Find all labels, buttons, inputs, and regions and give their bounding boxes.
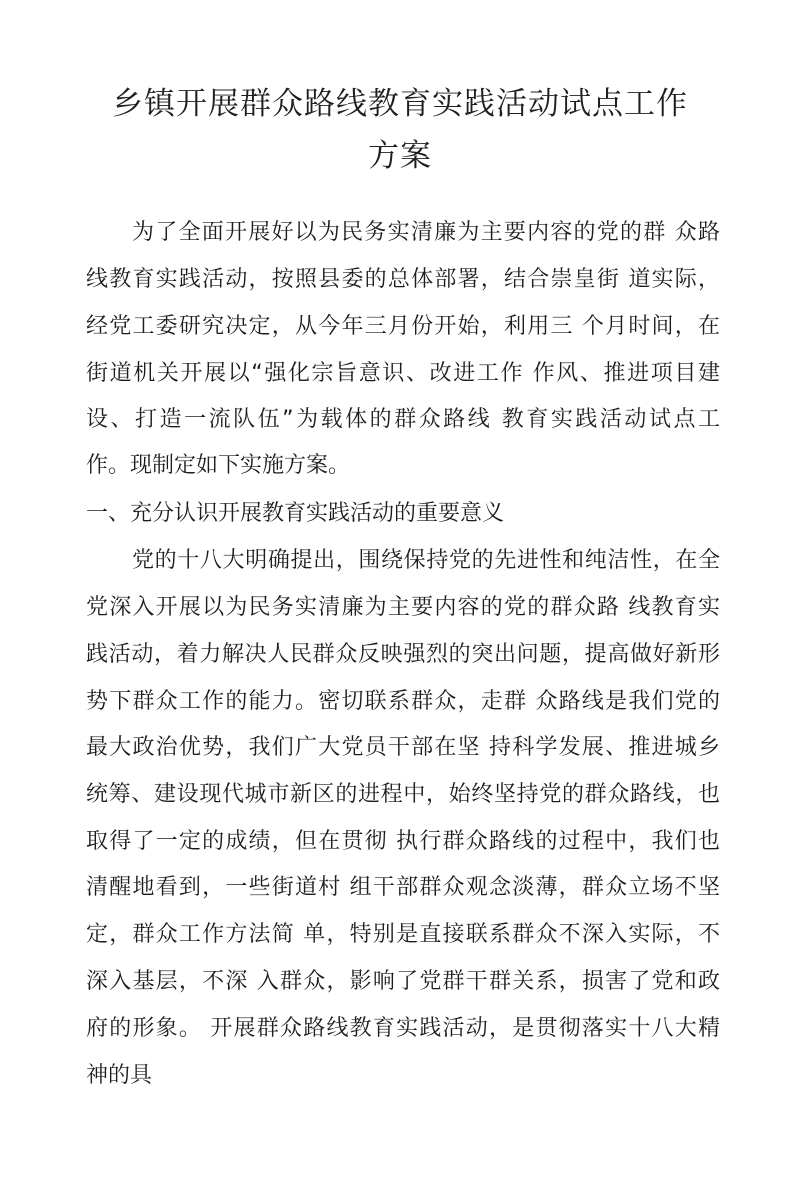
paragraph-line: 取得了一定的成绩，但在贯彻 执行群众路线的过程中，我们也 — [86, 829, 720, 854]
paragraph-line: 设、打造一流队伍”为载体的群众路线 教育实践活动试点工 — [86, 407, 720, 432]
paragraph-line: 线教育实践活动，按照县委的总体部署，结合崇皇街 道实际， — [86, 267, 720, 292]
paragraph-line: 势下群众工作的能力。密切联系群众，走群 众路线是我们党的 — [86, 689, 720, 714]
paragraph-line: 定，群众工作方法简 单，特别是直接联系群众不深入实际，不 — [86, 922, 720, 947]
paragraph-line: 作。现制定如下实施方案。 — [86, 453, 351, 478]
title-line-1: 乡镇开展群众路线教育实践活动试点工作 — [112, 86, 688, 122]
paragraph-line: 经党工委研究决定，从今年三月份开始，利用三 个月时间，在 — [86, 314, 720, 339]
paragraph-line: 最大政治优势，我们广大党员干部在坚 持科学发展、推进城乡 — [86, 735, 720, 760]
paragraph-line: 为了全面开展好以为民务实清廉为主要内容的党的群 众路 — [132, 220, 720, 245]
paragraph-line: 统筹、建设现代城市新区的进程中，始终坚持党的群众路线，也 — [86, 782, 720, 807]
paragraph-line: 深入基层，不深 入群众，影响了党群干群关系，损害了党和政 — [86, 969, 720, 994]
paragraph-line: 街道机关开展以“强化宗旨意识、改进工作 作风、推进项目建 — [86, 361, 720, 386]
paragraph-line: 党深入开展以为民务实清廉为主要内容的党的群众路 线教育实 — [86, 595, 720, 620]
paragraph-line: 党的十八大明确提出，围绕保持党的先进性和纯洁性，在全 — [132, 548, 720, 573]
paragraph-line: 清醒地看到，一些街道村 组干部群众观念淡薄，群众立场不坚 — [86, 875, 720, 900]
paragraph-line: 府的形象。 开展群众路线教育实践活动，是贯彻落实十八大精 — [86, 1016, 720, 1041]
paragraph-line: 神的具 — [86, 1063, 153, 1088]
paragraph-line: 践活动，着力解决人民群众反映强烈的突出问题，提高做好新形 — [86, 642, 720, 667]
title-line-2: 方案 — [368, 138, 432, 174]
document-title — [80, 78, 720, 182]
section-heading: 一、充分认识开展教育实践活动的重要意义 — [86, 501, 505, 526]
